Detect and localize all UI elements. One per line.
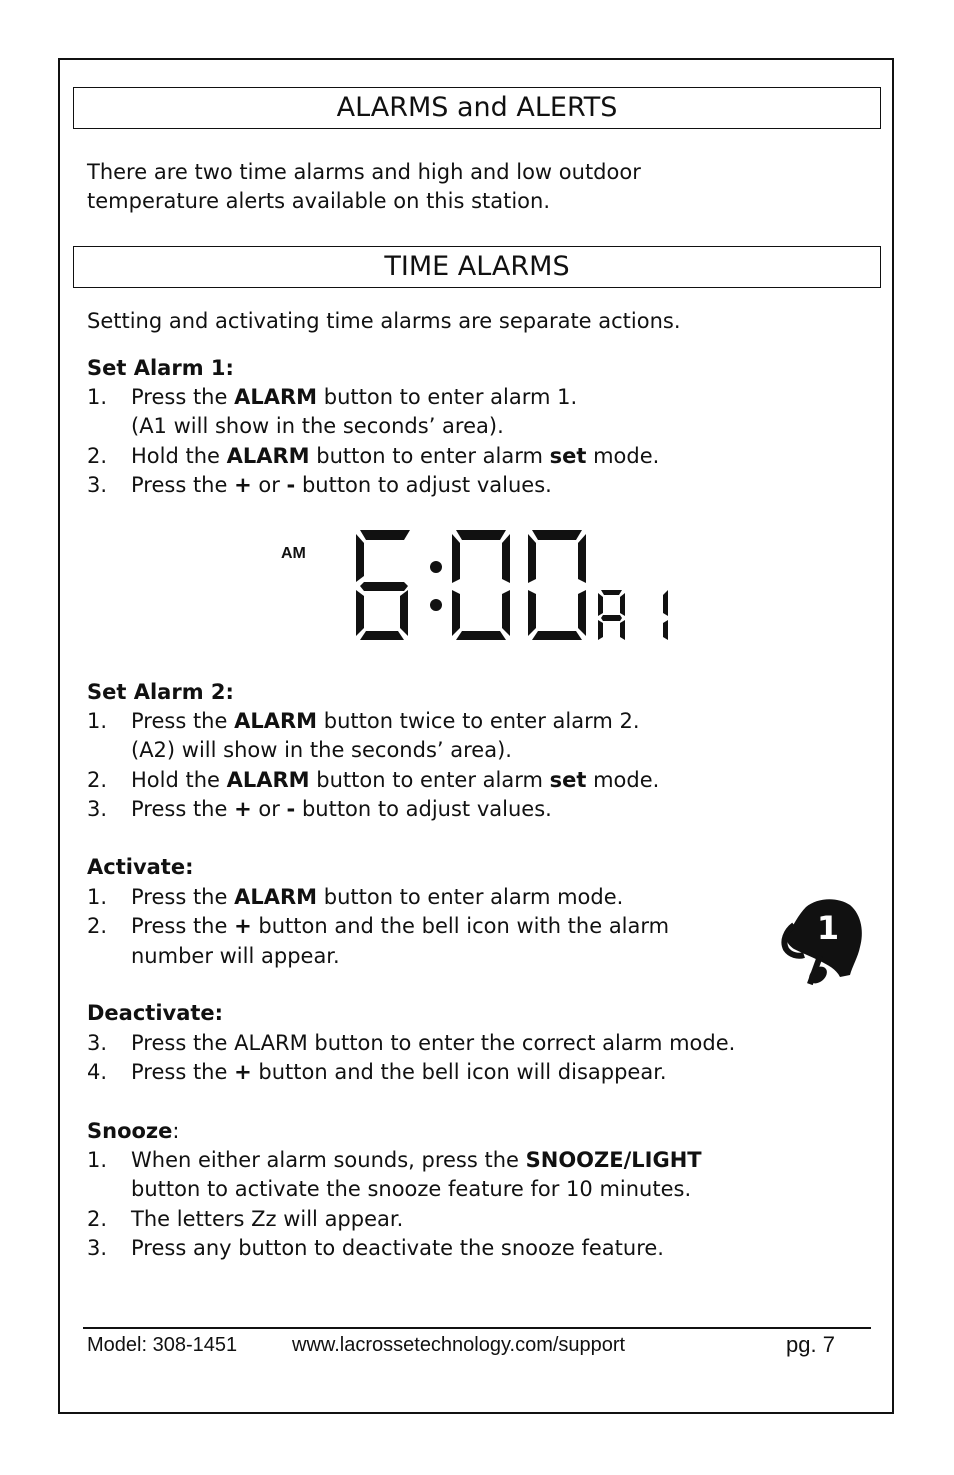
step-number: 1.	[87, 885, 108, 909]
button-name: -	[286, 472, 296, 497]
footer-model: Model: 308-1451	[87, 1334, 238, 1356]
step-text: (A1 will show in the seconds’ area).	[131, 414, 504, 439]
snooze-heading-label: Snooze	[87, 1119, 173, 1143]
list-item	[87, 471, 659, 500]
step-text: button to adjust values.	[295, 472, 552, 497]
list-item	[87, 442, 659, 471]
button-name: ALARM	[234, 385, 318, 409]
list-item	[87, 1146, 702, 1205]
button-name: ALARM	[226, 443, 310, 468]
lcd-seconds-letter-a	[598, 590, 625, 640]
lcd-digit-0-first	[452, 530, 510, 640]
step-text: or	[251, 796, 287, 821]
list-item	[87, 1058, 735, 1087]
set-alarm-1-steps	[87, 383, 659, 500]
step-number: 3.	[87, 1031, 108, 1055]
list-item	[87, 1029, 735, 1058]
step-text: button twice to enter alarm 2.	[317, 709, 640, 733]
step-text: Press the	[131, 885, 235, 909]
page-number: pg. 7	[786, 1332, 835, 1357]
button-name: +	[234, 1060, 252, 1085]
lcd-am-label: AM	[281, 545, 306, 562]
step-number: 2.	[87, 914, 108, 939]
snooze-heading-colon: :	[172, 1119, 180, 1143]
lcd-digit-6	[356, 530, 410, 640]
bell-icon	[780, 895, 866, 991]
step-text: Press the	[131, 914, 235, 939]
step-text: mode.	[586, 443, 660, 468]
step-number: 3.	[87, 796, 108, 821]
lcd-seconds-digit-1	[663, 590, 668, 640]
step-number: 2.	[87, 767, 108, 792]
step-number: 1.	[87, 709, 108, 733]
set-alarm-2-steps	[87, 707, 659, 824]
footer-divider	[83, 1327, 871, 1329]
list-item	[87, 383, 659, 442]
set-alarm-1-heading: Set Alarm 1:	[87, 356, 234, 380]
step-text: button to adjust values.	[295, 796, 552, 821]
button-name: ALARM	[226, 767, 310, 792]
step-text: button to enter alarm 1.	[317, 385, 578, 409]
step-text: (A2) will show in the seconds’ area).	[131, 738, 512, 763]
snooze-steps	[87, 1146, 702, 1263]
mode-name: set	[549, 443, 587, 468]
step-text: Press the	[131, 796, 235, 821]
step-number: 3.	[87, 472, 108, 497]
step-text: Press the ALARM button to enter the correct alarm mode.	[131, 1031, 736, 1055]
step-number: 1.	[87, 385, 108, 409]
step-number: 1.	[87, 1148, 108, 1172]
intro-text	[87, 158, 641, 216]
list-item	[87, 1234, 702, 1263]
step-number: 3.	[87, 1235, 108, 1260]
step-text: button and the bell icon with the alarm	[251, 914, 670, 939]
list-item	[87, 1205, 702, 1234]
list-item	[87, 883, 669, 912]
activate-steps	[87, 883, 669, 971]
section-title-alarms-alerts: ALARMS and ALERTS	[73, 87, 881, 129]
button-name: +	[234, 796, 252, 821]
lcd-digit-0-second	[528, 530, 586, 640]
step-text: Hold the	[131, 443, 227, 468]
button-name: ALARM	[234, 885, 318, 909]
step-text: Press the	[131, 1060, 235, 1085]
step-text: number will appear.	[131, 943, 340, 968]
step-text: The letters Zz will appear.	[131, 1206, 404, 1231]
list-item	[87, 912, 669, 971]
step-text: When either alarm sounds, press the	[131, 1148, 526, 1172]
intro-line-1: There are two time alarms and high and low outdoor	[87, 160, 641, 184]
set-alarm-2-heading: Set Alarm 2:	[87, 680, 234, 704]
list-item	[87, 766, 659, 795]
snooze-heading	[87, 1117, 179, 1146]
button-name: SNOOZE/LIGHT	[525, 1148, 702, 1172]
deactivate-steps	[87, 1029, 735, 1088]
step-text: button to enter alarm	[309, 767, 550, 792]
step-text: Press the	[131, 472, 235, 497]
step-text: Press any button to deactivate the snooze feature.	[131, 1235, 664, 1260]
section-title-time-alarms: TIME ALARMS	[73, 246, 881, 288]
list-item	[87, 707, 659, 766]
list-item	[87, 795, 659, 824]
bell-number: 1	[816, 909, 840, 947]
step-text: mode.	[586, 767, 660, 792]
activate-heading: Activate:	[87, 855, 194, 879]
footer-url: www.lacrossetechnology.com/support	[292, 1334, 626, 1356]
button-name: -	[286, 796, 296, 821]
step-number: 2.	[87, 443, 108, 468]
time-alarms-intro: Setting and activating time alarms are separate actions.	[87, 309, 681, 333]
step-text: Hold the	[131, 767, 227, 792]
step-number: 4.	[87, 1060, 108, 1085]
mode-name: set	[549, 767, 587, 792]
intro-line-2: temperature alerts available on this station.	[87, 189, 551, 213]
step-text: button to activate the snooze feature for 10 minutes.	[131, 1177, 692, 1202]
deactivate-heading: Deactivate:	[87, 1001, 224, 1025]
button-name: +	[234, 914, 252, 939]
button-name: +	[234, 472, 252, 497]
lcd-time-display	[346, 524, 676, 646]
step-text: or	[251, 472, 287, 497]
step-text: button and the bell icon will disappear.	[251, 1060, 667, 1085]
step-text: button to enter alarm	[309, 443, 550, 468]
button-name: ALARM	[234, 709, 318, 733]
step-text: button to enter alarm mode.	[317, 885, 624, 909]
step-text: Press the	[131, 385, 235, 409]
step-number: 2.	[87, 1206, 108, 1231]
step-text: Press the	[131, 709, 235, 733]
